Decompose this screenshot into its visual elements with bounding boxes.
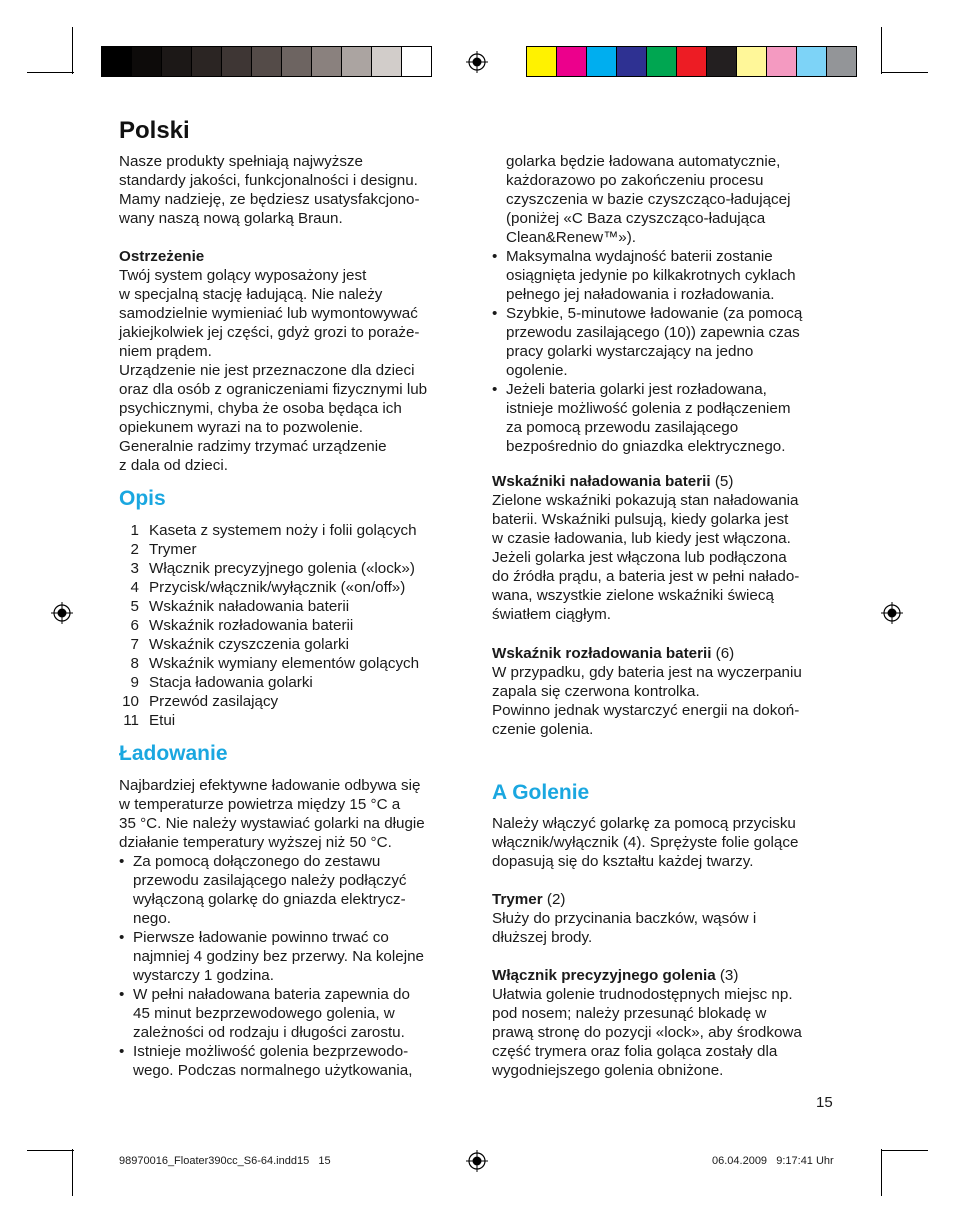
text-line: najmniej 4 godziny bez przerwy. Na kolejne bbox=[133, 948, 424, 965]
charge-indicator-heading: Wskaźniki naładowania baterii bbox=[492, 473, 711, 490]
bullet-item bbox=[492, 304, 842, 380]
text-line: Należy włączyć golarkę za pomocą przycisku bbox=[492, 815, 796, 832]
text-line: opiekunem wyrazi na to pozwolenie. bbox=[119, 419, 363, 436]
item-label: Trymer bbox=[149, 541, 197, 558]
warning-heading: Ostrzeżenie bbox=[119, 248, 205, 265]
footer-file-name: 98970016_Floater390cc_S6-64.indd15 15 bbox=[119, 1155, 331, 1167]
text-line: bezpośrednio do gniazdka elektrycznego. bbox=[506, 438, 786, 455]
warning-section bbox=[119, 247, 469, 475]
bullet-item bbox=[119, 1042, 469, 1080]
bullet-item bbox=[492, 380, 842, 456]
parts-list-item bbox=[111, 635, 471, 654]
parts-list-item bbox=[111, 673, 471, 692]
text-line: prawą stronę do pozycji «lock», aby środkowa bbox=[492, 1024, 802, 1041]
gray-swatch bbox=[342, 47, 372, 76]
item-number: 7 bbox=[130, 636, 139, 653]
crop-mark bbox=[881, 27, 882, 74]
text-line: • W pełni naładowana bateria zapewnia do bbox=[133, 986, 410, 1003]
parts-list bbox=[111, 521, 471, 730]
text-line: niem prądem. bbox=[119, 343, 212, 360]
item-label: Kaseta z systemem noży i folii golących bbox=[149, 522, 417, 539]
registration-mark-icon bbox=[881, 602, 903, 624]
item-number: 9 bbox=[130, 674, 139, 691]
text-line: czenie golenia. bbox=[492, 721, 594, 738]
text-line: pracy golarki wystarczający na jedno bbox=[506, 343, 754, 360]
text-line: dłuższej brody. bbox=[492, 929, 593, 946]
gray-swatch bbox=[372, 47, 402, 76]
text-line: zapala się czerwona kontrolka. bbox=[492, 683, 700, 700]
parts-list-item bbox=[111, 559, 471, 578]
parts-list-item bbox=[111, 597, 471, 616]
text-line: Nasze produkty spełniają najwyższe bbox=[119, 153, 363, 170]
text-line: wany naszą nową golarką Braun. bbox=[119, 210, 343, 227]
text-line: część trymera oraz folia goląca zostały dla bbox=[492, 1043, 778, 1060]
text-line: 35 °C. Nie należy wystawiać golarki na długie bbox=[119, 815, 425, 832]
bullet-item bbox=[119, 852, 469, 928]
text-line: psychicznymi, chyba że osoba będąca ich bbox=[119, 400, 402, 417]
charging-section bbox=[119, 776, 469, 1080]
text-line: wystarczy 1 godzina. bbox=[133, 967, 274, 984]
text-line: wana, wszystkie zielone wskaźniki świecą bbox=[492, 587, 774, 604]
text-line: czyszczenia w bazie czyszcząco-ładującej bbox=[506, 191, 791, 208]
item-label: Przycisk/włącznik/wyłącznik («on/off») bbox=[149, 579, 406, 596]
intro-paragraph bbox=[119, 152, 469, 228]
text-line: baterii. Wskaźniki pulsują, kiedy golarka jest bbox=[492, 511, 789, 528]
bullet-item bbox=[119, 985, 469, 1042]
text-line: dopasują się do kształtu każdej twarzy. bbox=[492, 853, 754, 870]
item-label: Wskaźnik rozładowania baterii bbox=[149, 617, 354, 634]
item-label: Wskaźnik czyszczenia golarki bbox=[149, 636, 350, 653]
item-label: Włącznik precyzyjnego golenia («lock») bbox=[149, 560, 415, 577]
crop-mark bbox=[881, 1149, 882, 1196]
color-swatch bbox=[827, 47, 856, 76]
item-label: Wskaźnik naładowania baterii bbox=[149, 598, 350, 615]
golenie-heading: A Golenie bbox=[492, 781, 590, 804]
gray-swatch bbox=[162, 47, 192, 76]
text-line: Generalnie radzimy trzymać urządzenie bbox=[119, 438, 387, 455]
text-line: Powinno jednak wystarczyć energii na dokoń- bbox=[492, 702, 800, 719]
color-swatch bbox=[647, 47, 677, 76]
text-line: wygodniejszego golenia obniżone. bbox=[492, 1062, 724, 1079]
charge-indicator-section bbox=[492, 472, 842, 624]
text-line: jakiejkolwiek jej części, gdyż grozi to poraże- bbox=[119, 324, 420, 341]
text-line: ogolenie. bbox=[506, 362, 568, 379]
parts-list-item bbox=[111, 521, 471, 540]
text-line: • Szybkie, 5-minutowe ładowanie (za pomocą bbox=[506, 305, 803, 322]
color-swatch bbox=[557, 47, 587, 76]
item-number: 8 bbox=[130, 655, 139, 672]
discharge-indicator-section bbox=[492, 644, 842, 739]
page-number: 15 bbox=[816, 1094, 833, 1111]
item-number: 4 bbox=[130, 579, 139, 596]
page-title: Polski bbox=[119, 117, 190, 144]
text-line: 45 minut bezprzewodowego golenia, w bbox=[133, 1005, 395, 1022]
text-line: W przypadku, gdy bateria jest na wyczerpaniu bbox=[492, 664, 802, 681]
text-line: pełnego jej naładowania i rozładowania. bbox=[506, 286, 775, 303]
text-line: • Jeżeli bateria golarki jest rozładowana, bbox=[506, 381, 767, 398]
text-line: • Maksymalna wydajność baterii zostanie bbox=[506, 248, 773, 265]
item-number: 1 bbox=[130, 522, 139, 539]
parts-list-item bbox=[111, 711, 471, 730]
item-number: 3 bbox=[130, 560, 139, 577]
color-swatch bbox=[707, 47, 737, 76]
text-line: standardy jakości, funkcjonalności i designu. bbox=[119, 172, 418, 189]
item-label: Stacja ładowania golarki bbox=[149, 674, 313, 691]
color-swatch bbox=[797, 47, 827, 76]
text-line: w specjalną stację ładującą. Nie należy bbox=[119, 286, 383, 303]
precision-heading: Włącznik precyzyjnego golenia bbox=[492, 967, 716, 984]
footer-timestamp: 06.04.2009 9:17:41 Uhr bbox=[712, 1155, 834, 1167]
gray-swatch bbox=[102, 47, 132, 76]
text-line: Zielone wskaźniki pokazują stan naładowania bbox=[492, 492, 799, 509]
text-line: Jeżeli golarka jest włączona lub podłączona bbox=[492, 549, 787, 566]
text-line: Najbardziej efektywne ładowanie odbywa się bbox=[119, 777, 421, 794]
crop-mark bbox=[72, 1149, 73, 1196]
registration-mark-icon bbox=[466, 51, 488, 73]
parts-list-item bbox=[111, 654, 471, 673]
gray-swatch bbox=[252, 47, 282, 76]
text-line: • Za pomocą dołączonego do zestawu bbox=[133, 853, 381, 870]
color-swatch bbox=[677, 47, 707, 76]
text-line: w czasie ładowania, lub kiedy jest włączona. bbox=[492, 530, 791, 547]
bullet-item bbox=[492, 247, 842, 304]
trimmer-heading: Trymer bbox=[492, 891, 543, 908]
gray-swatch bbox=[222, 47, 252, 76]
precision-section bbox=[492, 966, 842, 1080]
trimmer-section bbox=[492, 890, 842, 947]
text-line: działanie temperatury wyższej niż 50 °C. bbox=[119, 834, 392, 851]
text-line: golarka będzie ładowana automatycznie, bbox=[506, 153, 781, 170]
color-swatch bbox=[587, 47, 617, 76]
parts-list-item bbox=[111, 540, 471, 559]
text-line: Służy do przycinania baczków, wąsów i bbox=[492, 910, 757, 927]
text-line: Twój system golący wyposażony jest bbox=[119, 267, 367, 284]
text-line: do źródła prądu, a bateria jest w pełni nałado- bbox=[492, 568, 800, 585]
text-line: nego. bbox=[133, 910, 172, 927]
registration-mark-icon bbox=[466, 1150, 488, 1172]
item-number: 2 bbox=[130, 541, 139, 558]
text-line: w temperaturze powietrza między 15 °C a bbox=[119, 796, 401, 813]
item-number: 11 bbox=[123, 712, 139, 729]
parts-list-item bbox=[111, 578, 471, 597]
text-line: przewodu zasilającego należy podłączyć bbox=[133, 872, 407, 889]
item-label: Przewód zasilający bbox=[149, 693, 279, 710]
text-line: Mamy nadzieję, ze będziesz usatysfakcjono- bbox=[119, 191, 420, 208]
text-line: z dala od dzieci. bbox=[119, 457, 228, 474]
text-line: przewodu zasilającego (10)) zapewnia czas bbox=[506, 324, 800, 341]
text-line: zależności od rodzaju i długości zarostu. bbox=[133, 1024, 405, 1041]
text-line: światłem ciągłym. bbox=[492, 606, 611, 623]
registration-mark-icon bbox=[51, 602, 73, 624]
shaving-section bbox=[492, 814, 842, 871]
crop-mark bbox=[881, 72, 928, 73]
discharge-indicator-ref: (6) bbox=[711, 645, 735, 662]
gray-swatch bbox=[312, 47, 342, 76]
text-line: osiągnięta jedynie po kilkakrotnych cyklach bbox=[506, 267, 796, 284]
process-color-bar bbox=[526, 46, 857, 77]
text-line: (poniżej «C Baza czyszcząco-ładująca bbox=[506, 210, 766, 227]
gray-swatch bbox=[192, 47, 222, 76]
item-label: Wskaźnik wymiany elementów golących bbox=[149, 655, 420, 672]
color-swatch bbox=[767, 47, 797, 76]
charging-continuation bbox=[492, 152, 842, 456]
crop-mark bbox=[27, 1150, 74, 1151]
gray-swatch bbox=[282, 47, 312, 76]
text-line: włącznik/wyłącznik (4). Sprężyste folie golące bbox=[492, 834, 799, 851]
gray-swatch bbox=[132, 47, 162, 76]
trimmer-ref: (2) bbox=[542, 891, 566, 908]
bullet-item bbox=[119, 928, 469, 985]
color-swatch bbox=[527, 47, 557, 76]
text-line: wyłączoną golarkę do gniazda elektrycz- bbox=[133, 891, 406, 908]
text-line: Urządzenie nie jest przeznaczone dla dzieci bbox=[119, 362, 415, 379]
gray-color-bar bbox=[101, 46, 432, 77]
item-number: 10 bbox=[122, 693, 139, 710]
crop-mark bbox=[881, 1150, 928, 1151]
charge-indicator-ref: (5) bbox=[710, 473, 734, 490]
text-line: oraz dla osób z ograniczeniami fizycznymi lub bbox=[119, 381, 428, 398]
text-line: • Istnieje możliwość golenia bezprzewodo- bbox=[133, 1043, 409, 1060]
discharge-indicator-heading: Wskaźnik rozładowania baterii bbox=[492, 645, 712, 662]
item-number: 5 bbox=[130, 598, 139, 615]
item-label: Etui bbox=[149, 712, 176, 729]
text-line: każdorazowo po zakończeniu procesu bbox=[506, 172, 764, 189]
color-swatch bbox=[737, 47, 767, 76]
item-number: 6 bbox=[130, 617, 139, 634]
ladowanie-heading: Ładowanie bbox=[119, 742, 228, 765]
text-line: za pomocą przewodu zasilającego bbox=[506, 419, 739, 436]
parts-list-item bbox=[111, 616, 471, 635]
text-line: pod nosem; należy przesunąć blokadę w bbox=[492, 1005, 767, 1022]
text-line: istnieje możliwość golenia z podłączeniem bbox=[506, 400, 791, 417]
text-line: wego. Podczas normalnego użytkowania, bbox=[133, 1062, 413, 1079]
gray-swatch bbox=[402, 47, 431, 76]
opis-heading: Opis bbox=[119, 487, 166, 510]
crop-mark bbox=[72, 27, 73, 74]
text-line: • Pierwsze ładowanie powinno trwać co bbox=[133, 929, 389, 946]
crop-mark bbox=[27, 72, 74, 73]
parts-list-item bbox=[111, 692, 471, 711]
text-line: samodzielnie wymieniać lub wymontowywać bbox=[119, 305, 418, 322]
precision-ref: (3) bbox=[715, 967, 739, 984]
text-line: Clean&Renew™»). bbox=[506, 229, 636, 246]
color-swatch bbox=[617, 47, 647, 76]
text-line: Ułatwia golenie trudnodostępnych miejsc np. bbox=[492, 986, 793, 1003]
